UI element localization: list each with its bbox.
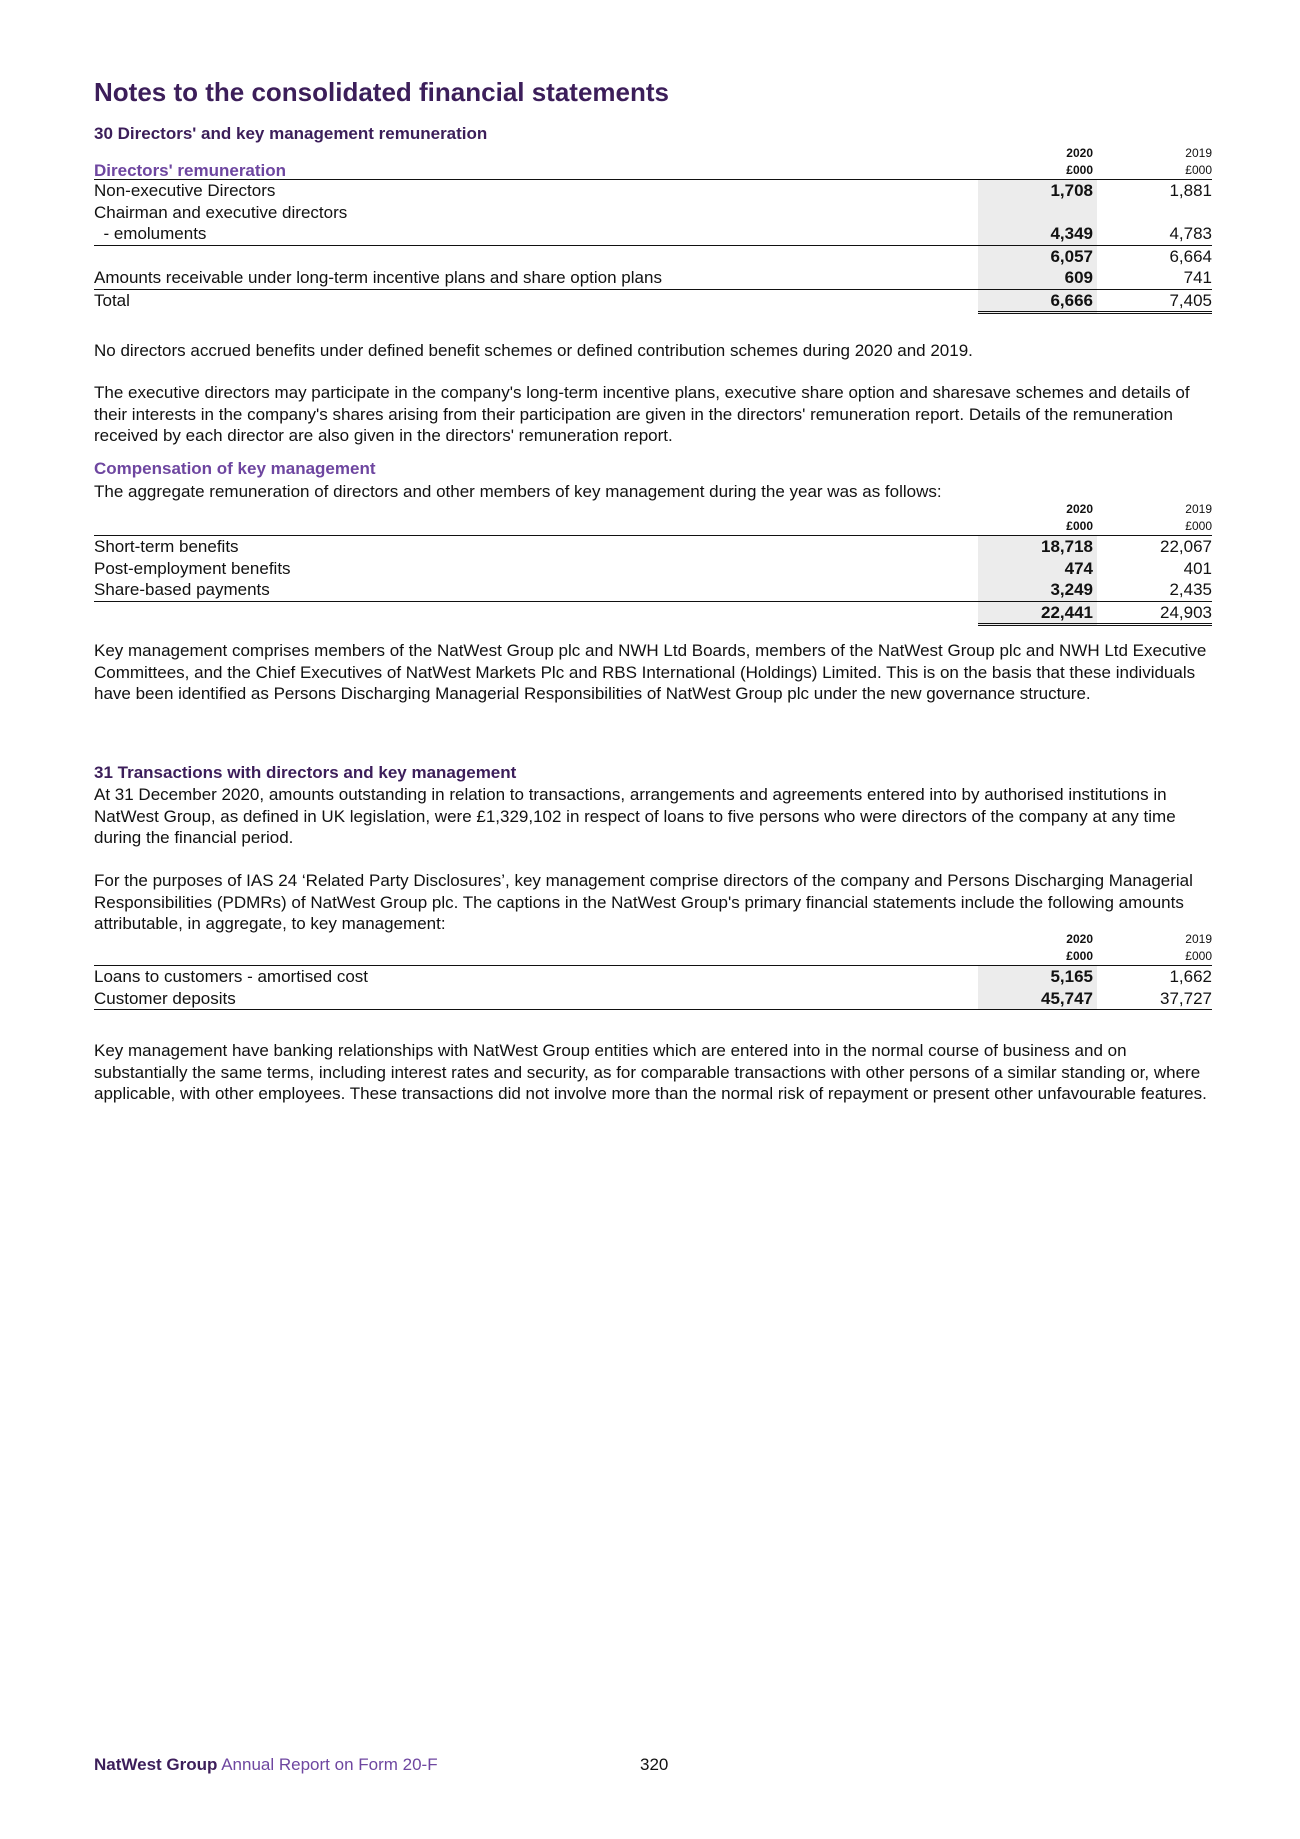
- row-label: Chairman and executive directors: [94, 202, 348, 222]
- value-2019: 24,903: [1097, 601, 1212, 625]
- col-2020-year: 2020: [1066, 146, 1093, 160]
- value-2020: 609: [978, 267, 1097, 289]
- page-number: 320: [640, 1755, 669, 1774]
- note-30-heading-block: [94, 124, 487, 144]
- row-label: Short-term benefits: [94, 536, 978, 558]
- compensation-heading: Compensation of key management: [94, 459, 376, 478]
- value-2019: 7,405: [1097, 289, 1212, 313]
- value-2019: 4,783: [1097, 223, 1212, 245]
- key-management-balances-table-block: [94, 931, 1212, 1010]
- col-2020-unit: £000: [1066, 163, 1093, 177]
- value-2020: 3,249: [978, 579, 1097, 601]
- note-30-para-3-block: [94, 640, 1219, 705]
- row-label: Amounts receivable under long-term incentive plans and share option plans: [94, 268, 662, 287]
- row-label: - emoluments: [94, 223, 978, 245]
- col-2020-year: 2020: [1066, 932, 1093, 946]
- col-2020-unit: £000: [1066, 949, 1093, 963]
- total-row: [94, 601, 1212, 625]
- col-2019-year: 2019: [1185, 502, 1212, 516]
- compensation-intro: The aggregate remuneration of directors and other members of key management during the year was as follows:: [94, 482, 942, 501]
- table-row: [94, 202, 1212, 224]
- note-31-block: [94, 763, 1219, 849]
- note-30-para-2-block: [94, 382, 1219, 447]
- compensation-block: [94, 459, 1219, 503]
- note-31-para-2-block: [94, 870, 1219, 935]
- value-2019: 6,664: [1169, 246, 1212, 266]
- col-2019-year: 2019: [1185, 932, 1212, 946]
- value-2019: [1097, 202, 1212, 224]
- directors-remuneration-label: Directors' remuneration: [94, 161, 287, 180]
- note-31-paragraph-2: For the purposes of IAS 24 ‘Related Party Disclosures’, key management comprise directors of the company and Persons Discharging Managerial Responsibilities (PDMRs) of NatWest Group plc. The captions in the NatWest Group's primary financial statements include the following amounts attributable, in aggregate, to key management:: [94, 871, 1193, 933]
- col-2019-unit: £000: [1185, 163, 1212, 177]
- note-30-paragraph-1: No directors accrued benefits under defined benefit schemes or defined contribution schemes during 2020 and 2019.: [94, 341, 973, 360]
- value-2020: 1,708: [978, 180, 1097, 202]
- row-label: [94, 245, 978, 267]
- value-2019: 2,435: [1097, 579, 1212, 601]
- value-2020: 6,057: [978, 245, 1097, 267]
- note-31-para-3-block: [94, 1040, 1219, 1105]
- table-row: [94, 536, 1212, 558]
- row-label: Total: [94, 289, 978, 313]
- row-label: Post-employment benefits: [94, 558, 291, 578]
- table-row: [94, 223, 1212, 245]
- value-2020: 474: [978, 558, 1097, 580]
- note-30-paragraph-3: Key management comprises members of the NatWest Group plc and NWH Ltd Boards, members of the NatWest Group plc and NWH Ltd Executive Committees, and the Chief Executives of NatWest Markets Plc and RBS International (Holdings) Limited. This is on the basis that these individuals have been identified as Persons Discharging Managerial Responsibilities of NatWest Group plc under the new governance structure.: [94, 641, 1207, 703]
- value-2019: 1,662: [1097, 966, 1212, 988]
- note-30-paragraph-2: The executive directors may participate in the company's long-term incentive plans, executive share option and sharesave schemes and details of their interests in the company's shares arising from their participation are given in the directors' remuneration report. Details of the remuneration received by each director are also given in the directors' remuneration report.: [94, 383, 1190, 445]
- table-row: [94, 558, 1212, 580]
- value-2020: 22,441: [978, 601, 1097, 625]
- value-2019: 22,067: [1097, 536, 1212, 558]
- value-2020: 45,747: [978, 988, 1097, 1010]
- note-31-paragraph-1: At 31 December 2020, amounts outstanding in relation to transactions, arrangements and agreements entered into by authorised institutions in NatWest Group, as defined in UK legislation, were £1,329,102 in respect of loans to five persons who were directors of the company at any time during the financial period.: [94, 785, 1176, 847]
- col-2019-unit: £000: [1185, 949, 1212, 963]
- directors-remuneration-table-block: [94, 145, 1212, 314]
- value-2020: [978, 202, 1097, 224]
- value-2020: 5,165: [978, 966, 1097, 988]
- value-2019: 401: [1183, 558, 1212, 578]
- note-30-para-1-block: [94, 340, 1219, 362]
- subtotal-row: [94, 245, 1212, 267]
- value-2020: 18,718: [978, 536, 1097, 558]
- row-label: Loans to customers - amortised cost: [94, 966, 978, 988]
- footer-brand: NatWest Group: [94, 1755, 218, 1774]
- col-2020-year: 2020: [1066, 502, 1093, 516]
- value-2019: 741: [1183, 268, 1212, 287]
- row-label: Share-based payments: [94, 579, 978, 601]
- table-row: [94, 267, 1212, 289]
- compensation-table-block: [94, 501, 1212, 626]
- page-title: Notes to the consolidated financial statements: [94, 77, 669, 107]
- total-row: [94, 289, 1212, 313]
- row-label: Non-executive Directors: [94, 180, 978, 202]
- table-row: [94, 988, 1212, 1010]
- row-label: Customer deposits: [94, 988, 978, 1010]
- note-31-heading: 31 Transactions with directors and key management: [94, 763, 517, 782]
- col-2020-unit: £000: [1066, 519, 1093, 533]
- directors-remuneration-table: [94, 145, 1212, 314]
- key-management-balances-table: [94, 931, 1212, 1010]
- table-row: [94, 180, 1212, 202]
- value-2020: 4,349: [978, 223, 1097, 245]
- table-row: [94, 966, 1212, 988]
- row-label: [94, 601, 978, 625]
- value-2019: 1,881: [1097, 180, 1212, 202]
- col-2019-unit: £000: [1185, 519, 1212, 533]
- table-row: [94, 579, 1212, 601]
- note-30-heading: 30 Directors' and key management remuneration: [94, 124, 488, 143]
- value-2019: 37,727: [1097, 988, 1212, 1010]
- note-31-paragraph-3: Key management have banking relationships with NatWest Group entities which are entered into in the normal course of business and on substantially the same terms, including interest rates and security, as for comparable transactions with other persons of a similar standing or, where applicable, with other employees. These transactions did not involve more than the normal risk of repayment or present other unfavourable features.: [94, 1041, 1207, 1103]
- compensation-table: [94, 501, 1212, 626]
- page-footer: [94, 1755, 669, 1775]
- col-2019-year: 2019: [1185, 146, 1212, 160]
- footer-report-title: Annual Report on Form 20-F: [221, 1755, 438, 1774]
- value-2020: 6,666: [978, 289, 1097, 313]
